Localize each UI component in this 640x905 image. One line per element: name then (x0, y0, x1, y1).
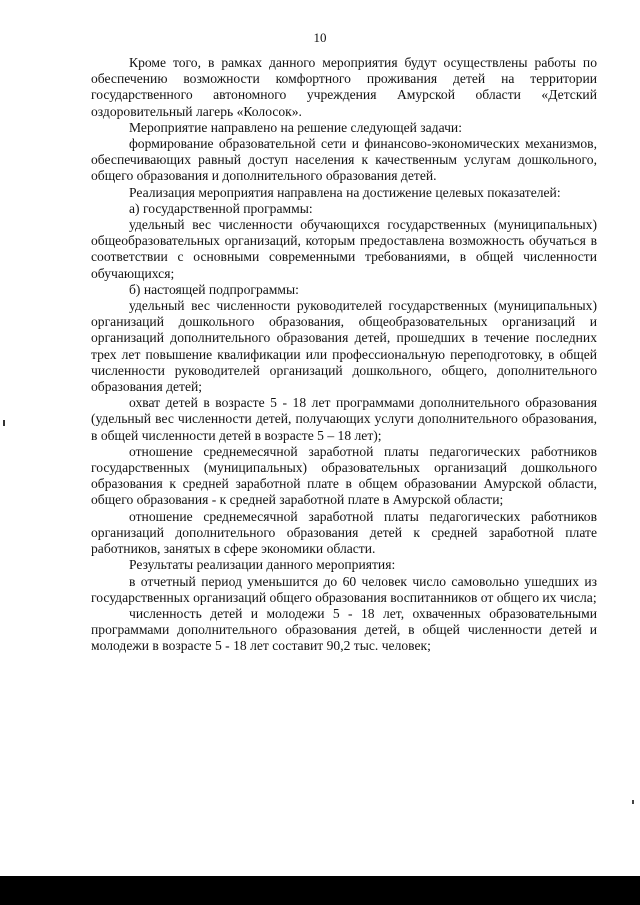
paragraph: численность детей и молодежи 5 - 18 лет, охваченных образовательными программами дополнительного образования детей, в общей численности детей и молодежи в возрасте 5 - 18 лет составит 90,2 тыс. человек; (91, 605, 597, 654)
page-number: 10 (313, 30, 327, 45)
paragraph: охват детей в возрасте 5 - 18 лет программами дополнительного образования (удельный вес численности детей, получающих услуги дополнительного образования, в общей численности детей в возрасте 5 – 18 лет); (91, 395, 597, 443)
paragraph: в отчетный период уменьшится до 60 человек число самовольно ушедших из государственных организаций общего образования воспитанников от общего их числа; (91, 573, 597, 605)
scan-bottom-edge (0, 876, 640, 905)
paragraph: Мероприятие направлено на решение следующей задачи: (129, 119, 462, 135)
paragraph: формирование образовательной сети и финансово-экономических механизмов, обеспечивающих равный доступ населения к качественным услугам дошкольного, общего образования и дополнительного образования детей. (91, 136, 597, 184)
paragraph: удельный вес численности обучающихся государственных (муниципальных) общеобразовательных организаций, которым предоставлена возможность обучаться в соответствии с основными современными требованиями, в общей численности обучающихся; (91, 217, 597, 281)
paragraph: удельный вес численности руководителей государственных (муниципальных) организаций дошкольного образования, общеобразовательных организаций и организаций дополнительного образования детей, прошедших в течение последних трех лет повышение квалификации или профессиональную переподготовку, в общей численности руководителей организаций дошкольного, общего, дополнительного образования детей; (91, 298, 597, 395)
paragraph: Результаты реализации данного мероприятия: (129, 557, 396, 573)
paragraph: б) настоящей подпрограммы: (129, 281, 299, 297)
paragraph: отношение среднемесячной заработной платы педагогических работников организаций дополнительного образования детей к средней заработной плате работников, занятых в сфере экономики области. (91, 508, 597, 557)
paragraph: Кроме того, в рамках данного мероприятия будут осуществлены работы по обеспечению возможности комфортного проживания детей на территории государственного автономного учреждения Амурской области «Детский оздоровительный лагерь «Колосок». (91, 55, 597, 119)
paragraph: а) государственной программы: (129, 200, 313, 216)
paragraph: Реализация мероприятия направлена на достижение целевых показателей: (129, 184, 561, 200)
document-body (91, 55, 597, 655)
scan-speck (632, 800, 634, 804)
scan-speck (3, 420, 5, 426)
paragraph: отношение среднемесячной заработной платы педагогических работников государственных (муниципальных) образовательных организаций дошкольного образования к средней заработной плате в общем образовании Амурской области, общего образования - к средней заработной плате в Амурской области; (91, 443, 597, 508)
